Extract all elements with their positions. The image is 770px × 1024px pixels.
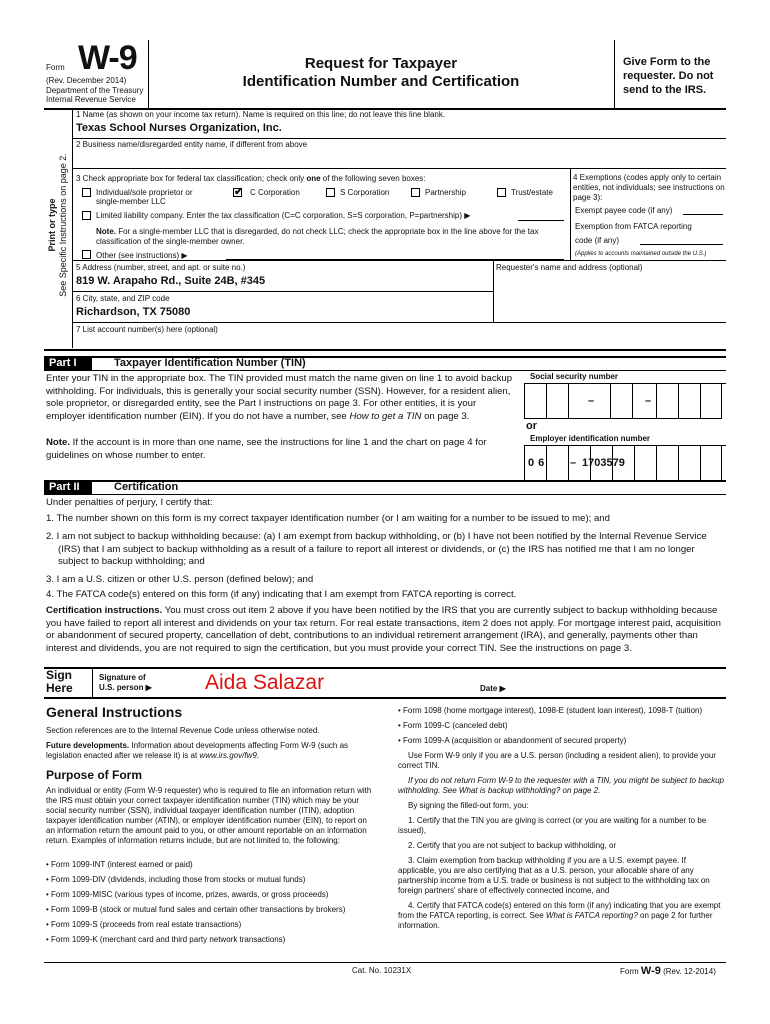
certify-4: 4. Certify that FATCA code(s) entered on this form (if any) indicating that you are exempt from the FATCA reporting, is correct. See What is FATCA reporting? on page 2 for further information. <box>398 901 721 930</box>
ssn-field[interactable] <box>524 383 722 419</box>
address-field[interactable]: 819 W. Arapaho Rd., Suite 24B, #345 <box>76 275 266 287</box>
line5-label: 5 Address (number, street, and apt. or suite no.) <box>76 263 246 272</box>
specific-instructions-label: See Specific Instructions on page 2. <box>58 153 68 297</box>
other-label: Other (see instructions) ▶ <box>96 251 188 260</box>
exempt-payee-field[interactable] <box>683 214 723 215</box>
form-title-line2: Identification Number and Certification <box>242 73 520 90</box>
partnership-label: Partnership <box>425 188 466 197</box>
trust-estate-label: Trust/estate <box>511 188 553 197</box>
exempt-payee-label: Exempt payee code (if any) <box>575 206 673 215</box>
form-title-line1: Request for Taxpayer <box>304 55 458 72</box>
line1-label: 1 Name (as shown on your income tax return). Name is required on this line; do not leave this line blank. <box>76 110 446 119</box>
cert-intro: Under penalties of perjury, I certify that: <box>46 497 213 508</box>
or-label: or <box>526 420 537 432</box>
here-label: Here <box>46 681 73 695</box>
by-signing-text: By signing the filled-out form, you: <box>408 801 529 810</box>
future-developments: Future developments. Information about developments affecting Form W-9 (such as legislation enacted after we release it) is at www.irs.gov/fw9. <box>46 741 349 760</box>
s-corporation-label: S Corporation <box>340 188 390 197</box>
c-corporation-label: C Corporation <box>250 188 300 197</box>
print-or-type-label: Print or type <box>47 198 57 252</box>
ein-number: 1703579 <box>582 457 625 469</box>
s-corporation-checkbox[interactable] <box>326 188 335 197</box>
use-form-text: Use Form W-9 only if you are a U.S. person (including a resident alien), to provide your correct TIN. <box>398 751 716 770</box>
llc-classification-field[interactable] <box>518 220 564 221</box>
line3-label: 3 Check appropriate box for federal tax classification; check only one of the following seven boxes: <box>76 174 426 183</box>
ssn-dash-2: – <box>645 395 652 407</box>
list-item: • Form 1099-A (acquisition or abandonment of secured property) <box>398 736 627 745</box>
department: Department of the Treasury <box>46 86 144 95</box>
list-item: • Form 1099-DIV (dividends, including those from stocks or mutual funds) <box>46 875 306 884</box>
city-state-zip-field[interactable]: Richardson, TX 75080 <box>76 306 191 318</box>
part1-instructions: Enter your TIN in the appropriate box. The TIN provided must match the name given on line 1 to avoid backup withholding. For individuals, this is generally your social security number (SSN). However, for a resident alien, sole proprietor, or disregarded entity, see the Part I instructions on page 3. For other entities, it is your employer identification number (EIN). If you do not have a number, see How to get a TIN on page 3. <box>46 373 513 422</box>
agency: Internal Revenue Service <box>46 95 136 104</box>
llc-checkbox[interactable] <box>82 211 91 220</box>
llc-note: Note. For a single-member LLC that is disregarded, do not check LLC; check the appropriate box in the line above for the tax classification of the single-member owner. <box>96 227 539 246</box>
part1-label: Part I <box>44 356 92 370</box>
right-column <box>398 706 724 936</box>
form-number: W-9 <box>78 39 137 77</box>
ein-prefix: 06 <box>528 457 549 469</box>
other-checkbox[interactable] <box>82 250 91 259</box>
signature-label-1: Signature of <box>99 673 146 682</box>
list-item: • Form 1099-INT (interest earned or paid) <box>46 860 193 869</box>
section-references: Section references are to the Internal Revenue Code unless otherwise noted. <box>46 726 320 735</box>
ssn-label: Social security number <box>530 372 619 381</box>
name-field[interactable]: Texas School Nurses Organization, Inc. <box>76 122 282 134</box>
line4-label: 4 Exemptions (codes apply only to certain entities, not individuals; see instructions on page 3): <box>573 173 725 202</box>
form-word: Form <box>46 63 65 72</box>
certify-1: 1. Certify that the TIN you are giving is correct (or you are waiting for a number to be issued), <box>398 816 707 835</box>
side-label <box>44 108 72 348</box>
list-item: • Form 1099-C (canceled debt) <box>398 721 508 730</box>
revision-date: (Rev. December 2014) <box>46 76 127 85</box>
cert-item-1: 1. The number shown on this form is my correct taxpayer identification number (or I am waiting for a number to be issued to me); and <box>46 513 610 524</box>
ein-label: Employer identification number <box>530 434 651 443</box>
list-item: • Form 1098 (home mortgage interest), 1098-E (student loan interest), 1098-T (tuition) <box>398 706 703 715</box>
cert-item-4: 4. The FATCA code(s) entered on this form (if any) indicating that I am exempt from FATCA reporting is correct. <box>46 589 517 600</box>
ssn-dash-1: – <box>588 395 595 407</box>
signature-field[interactable]: Aida Salazar <box>205 671 325 694</box>
sign-label: Sign <box>46 668 72 682</box>
requester-label: Requester's name and address (optional) <box>496 263 643 272</box>
line6-label: 6 City, state, and ZIP code <box>76 294 170 303</box>
footer-form-id: Form W-9 (Rev. 12-2014) <box>620 965 716 977</box>
fatca-applies-note: (Applies to accounts maintained outside the U.S.) <box>575 251 707 257</box>
catalog-number: Cat. No. 10231X <box>352 966 412 975</box>
purpose-text: An individual or entity (Form W-9 requester) who is required to file an information return with the IRS must obtain your correct taxpayer identification number (TIN) which may be your social security number (SSN), individual taxpayer identification number (ITIN), adoption taxpayer identification number (ATIN), or employer identification number (EIN), to report on an information return the amount paid to you, or other amount reportable on an information return. Examples of information returns include, but are not limited to, the following: <box>46 786 372 845</box>
individual-label: Individual/sole proprietor or <box>96 188 193 197</box>
part1-note: Note. If the account is in more than one name, see the instructions for line 1 and the chart on page 4 for guidelines on whose number to enter. <box>46 437 487 461</box>
if-not-text: If you do not return Form W-9 to the requester with a TIN, you might be subject to backup withholding. See What is backup withholding? on page 2. <box>398 776 725 795</box>
partnership-checkbox[interactable] <box>411 188 420 197</box>
purpose-title: Purpose of Form <box>46 768 143 782</box>
certify-3: 3. Claim exemption from backup withholding if you are a U.S. exempt payee. If applicable, you are also certifying that as a U.S. person, your allocable share of any partnership income from a U.S. trade or business is not subject to the withholding tax on foreign partners' share of effectively connected income, and <box>398 856 710 895</box>
line2-label: 2 Business name/disregarded entity name, if different from above <box>76 140 308 149</box>
fatca-label-2: code (if any) <box>575 236 620 245</box>
list-item: • Form 1099-K (merchant card and third party network transactions) <box>46 935 286 944</box>
give-form-notice: Give Form to the requester. Do not send to the IRS. <box>623 56 714 96</box>
fatca-label-1: Exemption from FATCA reporting <box>575 222 692 231</box>
cert-item-2: 2. I am not subject to backup withholding because: (a) I am exempt from backup withholding, or (b) I have not been notified by the Internal Revenue Service (IRS) that I am subject to backup withholding as a result of a failure to report all interest or dividends, or (c) the IRS has notified me that I am no longer subject to backup withholding; and <box>46 531 707 567</box>
part2-title: Certification <box>114 481 179 493</box>
line7-label: 7 List account number(s) here (optional) <box>76 325 218 334</box>
fatca-code-field[interactable] <box>640 244 723 245</box>
part2-label: Part II <box>44 480 92 494</box>
date-label: Date ▶ <box>480 684 506 693</box>
llc-label: Limited liability company. Enter the tax classification (C=C corporation, S=S corporation, P=partnership) ▶ <box>96 211 471 220</box>
trust-estate-checkbox[interactable] <box>497 188 506 197</box>
ein-dash: – <box>570 457 577 469</box>
individual-checkbox[interactable] <box>82 188 91 197</box>
individual-label-2: single-member LLC <box>96 197 166 206</box>
signature-label-2: U.S. person ▶ <box>99 683 152 692</box>
general-instructions-title: General Instructions <box>46 704 183 720</box>
list-item: • Form 1099-S (proceeds from real estate transactions) <box>46 920 242 929</box>
cert-item-3: 3. I am a U.S. citizen or other U.S. person (defined below); and <box>46 574 314 585</box>
part1-title: Taxpayer Identification Number (TIN) <box>114 357 306 369</box>
c-corporation-checkbox[interactable] <box>233 188 242 197</box>
left-bullets <box>46 860 376 950</box>
list-item: • Form 1099-MISC (various types of income, prizes, awards, or gross proceeds) <box>46 890 329 899</box>
certify-2: 2. Certify that you are not subject to backup withholding, or <box>408 841 617 850</box>
list-item: • Form 1099-B (stock or mutual fund sales and certain other transactions by brokers) <box>46 905 346 914</box>
cert-instructions: Certification instructions. You must cross out item 2 above if you have been notified by the IRS that you are currently subject to backup withholding because you have failed to report all interest and dividends on your tax return. For real estate transactions, item 2 does not apply. For mortgage interest paid, acquisition or abandonment of secured property, cancellation of debt, contributions to an individual retirement arrangement (IRA), and generally, payments other than interest and dividends, you are not required to sign the certification, but you must provide your correct TIN. See the instructions on page 3. <box>46 605 721 654</box>
